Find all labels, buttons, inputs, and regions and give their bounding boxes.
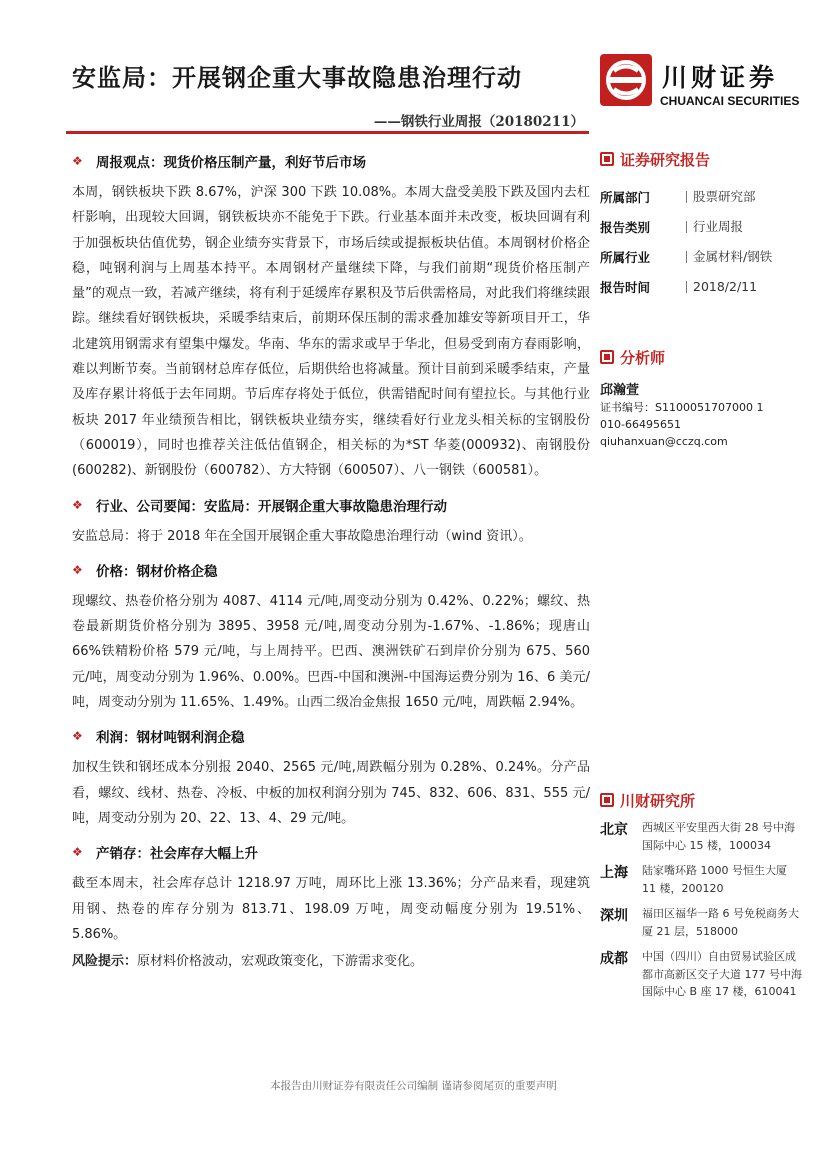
footer-disclaimer: 本报告由川财证券有限责任公司编制 谨请参阅尾页的重要声明	[270, 1080, 557, 1092]
section-price	[72, 557, 590, 715]
info-value: 行业周报	[686, 221, 743, 233]
info-row-category	[600, 212, 805, 242]
info-row-date	[600, 272, 805, 302]
report-subtitle: ——钢铁行业周报（20180211）	[373, 114, 584, 130]
diamond-bullet-icon: ❖	[72, 562, 83, 577]
section-paragraph: 现螺纹、热卷价格分别为 4087、4114 元/吨,周变动分别为 0.42%、0.22%；螺纹、热卷最新期货价格分别为 3895、3958 元/吨,周变动分别为-1.67%、-1.86%；现唐山 66%铁精粉价格 579 元/吨，与上周持平。巴西、澳洲铁矿石到岸价分别为 675、560 元/吨，周变动分别为 1.96%、0.00%。巴西-中国和澳洲-中国海运费分别为 16、6 美元/吨，周变动分别为 11.65%、1.49%。山西二级冶金焦报 1650 元/吨，周跌幅 2.94%。	[72, 593, 590, 711]
risk-text: 原材料价格波动，宏观政策变化，下游需求变化。	[137, 954, 424, 970]
info-value: 2018/2/11	[686, 281, 757, 293]
section-heading: 产销存：社会库存大幅上升	[96, 846, 258, 863]
section-inventory	[72, 839, 590, 947]
city-row-chengdu	[600, 948, 805, 1001]
diamond-bullet-icon: ❖	[72, 497, 83, 512]
info-row-industry	[600, 242, 805, 272]
city-row-shanghai	[600, 862, 805, 897]
city-address: 福田区福华一路 6 号免税商务大厦 21 层，518000	[642, 907, 799, 938]
city-name: 上海	[600, 865, 628, 881]
analyst-icon	[600, 350, 614, 364]
report-info-panel	[600, 146, 805, 302]
info-row-department	[600, 182, 805, 212]
info-key: 所属行业	[600, 250, 651, 265]
section-news	[72, 492, 590, 549]
city-name: 深圳	[600, 908, 628, 924]
analyst-heading: 分析师	[620, 348, 666, 367]
info-key: 报告类别	[600, 220, 651, 235]
city-address: 陆家嘴环路 1000 号恒生大厦 11 楼，200120	[642, 864, 787, 895]
city-row-beijing	[600, 819, 805, 854]
info-value: 金属材料/钢铁	[686, 251, 772, 263]
section-heading: 行业、公司要闻：安监局：开展钢企重大事故隐患治理行动	[96, 498, 447, 515]
main-content	[72, 148, 590, 974]
report-title: 安监局：开展钢企重大事故隐患治理行动	[72, 63, 522, 92]
info-key: 报告时间	[600, 280, 651, 295]
section-paragraph: 本周，钢铁板块下跌 8.67%，沪深 300 下跌 10.08%。本周大盘受美股下跌及国内去杠杆影响，出现较大回调，钢铁板块亦不能免于下跌。行业基本面并未改变，板块回调有利于加强板块估值优势，钢企业绩夯实背景下，市场后续或提振板块估值。本周钢材价格企稳，吨钢利润与上周基本持平。本周钢材产量继续下降，与我们前期“现货价格压制产量”的观点一致，若减产继续，将有利于延缓库存累积及节后供需格局，对此我们将继续跟踪。继续看好钢铁板块，采暖季结束后，前期环保压制的需求叠加雄安等新项目开工，华北建筑用钢需求有望集中爆发。华南、华东的需求或早于华北，但易受到南方春雨影响，难以判断节奏。当前钢材总库存低位，后期供给也将减量。预计目前到采暖季结束，产量及库存累计将低于去年同期。节后库存将处于低位，供需错配时间有望拉长。与其他行业板块 2017 年业绩预告相比，钢铁板块业绩夯实，继续看好行业龙头相关标的宝钢股份（600019），同时也推荐关注低估值钢企，相关标的为*ST 华菱(000932)、南钢股份(600282)、新钢股份（600782）、方大特钢（600507）、八一钢铁（600581）。	[72, 185, 590, 479]
diamond-bullet-icon: ❖	[72, 845, 83, 860]
diamond-bullet-icon: ❖	[72, 154, 83, 168]
analyst-cert: 证书编号：S1100051707000 1	[600, 401, 764, 414]
section-paragraph: 截至本周末，社会库存总计 1218.97 万吨，周环比上涨 13.36%；分产品来看，现建筑用钢、热卷的库存分别为 813.71、198.09 万吨，周变动幅度分别为 19.51%、5.86%。	[72, 876, 590, 942]
section-paragraph: 安监总局：将于 2018 年在全国开展钢企重大事故隐患治理行动（wind 资讯）。	[72, 528, 532, 544]
analyst-panel	[600, 344, 805, 450]
analyst-email[interactable]: qiuhanxuan@cczq.com	[600, 435, 728, 448]
section-paragraph: 加权生铁和钢坯成本分别报 2040、2565 元/吨,周跌幅分别为 0.28%、0.24%。分产品看，螺纹、线材、热卷、冷板、中板的加权利润分别为 745、832、606、831、555 元/吨，周变动分别为 20、22、13、4、29 元/吨。	[72, 760, 590, 826]
section-profit	[72, 723, 590, 831]
report-heading: 证券研究报告	[620, 150, 711, 169]
section-heading: 价格：钢材价格企稳	[96, 563, 218, 580]
risk-warning	[72, 949, 590, 974]
analyst-name: 邱瀚萱	[600, 383, 640, 398]
header-divider	[66, 131, 589, 134]
company-name-cn: 川财证券	[662, 63, 779, 92]
section-heading: 利润：钢材吨钢利润企稳	[96, 730, 245, 747]
diamond-bullet-icon: ❖	[72, 729, 83, 744]
risk-label: 风险提示：	[72, 954, 138, 970]
analyst-phone: 010-66495651	[600, 418, 681, 431]
institute-panel	[600, 787, 805, 1009]
report-icon	[600, 152, 614, 166]
section-summary	[72, 148, 590, 484]
section-heading: 周报观点：现货价格压制产量，利好节后市场	[96, 155, 366, 171]
company-logo-icon	[600, 54, 652, 106]
institute-icon	[600, 793, 614, 807]
city-name: 北京	[600, 822, 628, 838]
city-name: 成都	[600, 951, 628, 967]
city-address: 中国（四川）自由贸易试验区成都市高新区交子大道 177 号中海国际中心 B 座 17 楼，610041	[642, 950, 802, 998]
company-name-en: CHUANCAI SECURITIES	[660, 94, 800, 108]
city-row-shenzhen	[600, 905, 805, 940]
city-address: 西城区平安里西大街 28 号中海国际中心 15 楼，100034	[642, 821, 795, 852]
institute-heading: 川财研究所	[620, 791, 696, 810]
info-value: 股票研究部	[686, 191, 756, 203]
info-key: 所属部门	[600, 190, 651, 205]
